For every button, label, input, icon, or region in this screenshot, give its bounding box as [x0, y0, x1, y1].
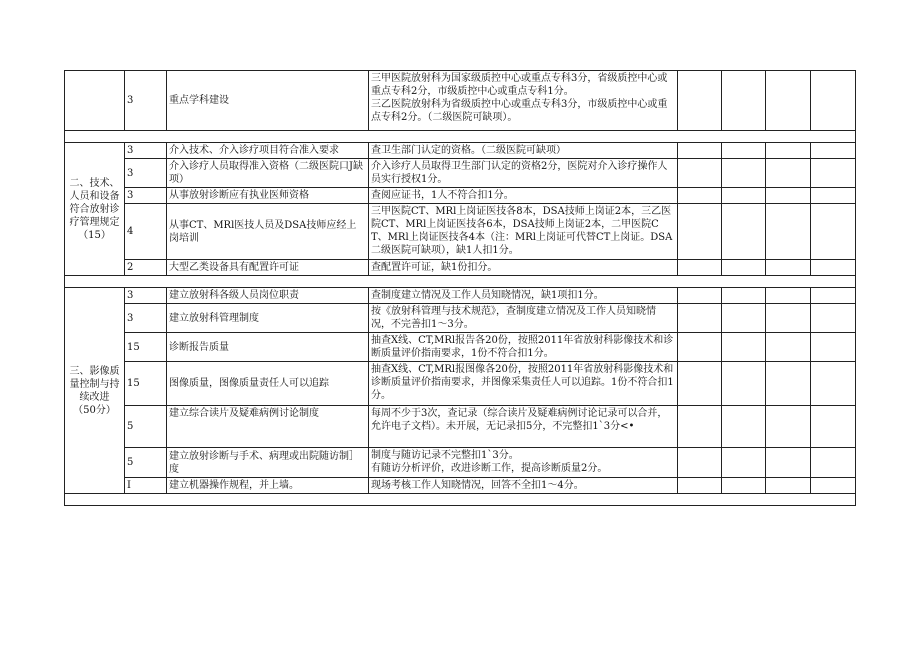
blank-cell	[678, 260, 722, 276]
spacer-row	[65, 131, 856, 143]
section-title-cell	[65, 71, 125, 131]
item-cell: 从事放射诊断应有执业医师资格	[167, 188, 369, 204]
criteria-cell: 制度与随访记录不完整扣1`3分。 有随访分析评价，改进诊断工作，提高诊断质量2分。	[369, 448, 678, 478]
blank-cell	[766, 188, 811, 204]
table-row	[65, 406, 856, 448]
score-cell: 3	[125, 188, 167, 204]
blank-cell	[722, 188, 766, 204]
blank-cell	[811, 260, 856, 276]
table-row	[65, 143, 856, 159]
blank-cell	[811, 304, 856, 333]
blank-cell	[766, 204, 811, 260]
blank-cell	[722, 478, 766, 494]
blank-cell	[722, 333, 766, 362]
table-row	[65, 71, 856, 131]
score-cell: 4	[125, 204, 167, 260]
blank-cell	[811, 448, 856, 478]
blank-cell	[678, 159, 722, 188]
criteria-cell: 介入诊疗人员取得卫生部门认定的资格2分，医院对介入诊疗操作人员实行授权1分。	[369, 159, 678, 188]
table-row	[65, 333, 856, 362]
blank-cell	[678, 188, 722, 204]
blank-cell	[678, 143, 722, 159]
blank-cell	[722, 304, 766, 333]
criteria-cell: 查卫生部门认定的资格。（二级医院可缺项）	[369, 143, 678, 159]
blank-cell	[811, 406, 856, 448]
blank-cell	[766, 362, 811, 406]
item-cell: 介入技术、介入诊疗项目符合准入要求	[167, 143, 369, 159]
score-cell: 3	[125, 71, 167, 131]
blank-cell	[678, 362, 722, 406]
blank-cell	[678, 71, 722, 131]
table-row	[65, 478, 856, 494]
score-cell: I	[125, 478, 167, 494]
blank-cell	[766, 288, 811, 304]
blank-cell	[811, 71, 856, 131]
blank-cell	[722, 362, 766, 406]
score-cell: 3	[125, 159, 167, 188]
criteria-cell: 三甲医院放射科为国家级质控中心或重点专科3分，省级质控中心或重点专科2分，市级质控中心或重点专科1分。 三乙医院放射科为省级质控中心或重点专科3分，市级质控中心或重点专科2分。（二级医院可缺项）。	[369, 71, 678, 131]
assessment-table	[64, 70, 856, 506]
item-cell: 重点学科建设	[167, 71, 369, 131]
table-row	[65, 204, 856, 260]
criteria-cell: 查制度建立情况及工作人员知晓情况，缺1项扣1分。	[369, 288, 678, 304]
table-row	[65, 260, 856, 276]
criteria-cell: 现场考核工作人知晓情况，回答不全扣1～4分。	[369, 478, 678, 494]
score-cell: 5	[125, 448, 167, 478]
item-cell: 诊断报告质量	[167, 333, 369, 362]
table-row	[65, 362, 856, 406]
blank-cell	[678, 204, 722, 260]
criteria-cell: 查配置许可证，缺1份扣分。	[369, 260, 678, 276]
blank-cell	[811, 478, 856, 494]
blank-cell	[766, 406, 811, 448]
blank-cell	[678, 333, 722, 362]
blank-cell	[722, 204, 766, 260]
blank-cell	[766, 478, 811, 494]
blank-cell	[678, 406, 722, 448]
score-cell: 5	[125, 406, 167, 448]
item-cell: 图像质量，图像质量责任人可以追踪	[167, 362, 369, 406]
criteria-cell: 按《放射科管理与技术规范》，查制度建立情况及工作人员知晓情况，不完善扣1～3分。	[369, 304, 678, 333]
blank-cell	[722, 406, 766, 448]
criteria-cell: 三甲医院CT、MRl上岗证医技各8本，DSA技师上岗证2本，三乙医院CT、MRl上岗证医技各6本，DSA技师上岗证2本，二甲医院CT、MRl上岗证医技各4本（注：MRl上岗证可代替CT上岗证。DSA二级医院可缺项），缺1人扣1分。	[369, 204, 678, 260]
blank-cell	[722, 143, 766, 159]
score-cell: 15	[125, 362, 167, 406]
blank-cell	[678, 304, 722, 333]
score-cell: 2	[125, 260, 167, 276]
blank-cell	[766, 71, 811, 131]
score-cell: 3	[125, 288, 167, 304]
blank-cell	[678, 478, 722, 494]
criteria-cell: 抽查X线、CT,MRl报图像各20份，按照2011年省放射科影像技术和诊断质量评价指南要求，并图像采集责任人可以追踪。1份不符合扣1分。	[369, 362, 678, 406]
table-row	[65, 448, 856, 478]
blank-cell	[722, 260, 766, 276]
item-cell: 从事CT、MRl医技人员及DSA技师应经上岗培训	[167, 204, 369, 260]
blank-cell	[766, 333, 811, 362]
criteria-cell: 每周不少于3次，查记录（综合读片及疑难病例讨论记录可以合并，允许电子文档）。未开展，无记录扣5分，不完整扣1`3分<•	[369, 406, 678, 448]
section-title-cell: 二、技术、人员和设备符合放射诊疗管理规定 （15）	[65, 143, 125, 276]
blank-cell	[811, 188, 856, 204]
table-row	[65, 288, 856, 304]
blank-cell	[766, 159, 811, 188]
blank-cell	[811, 362, 856, 406]
blank-cell	[811, 204, 856, 260]
item-cell: 建立放射科各级人员岗位职责	[167, 288, 369, 304]
item-cell: 建立机器操作规程，并上墙。	[167, 478, 369, 494]
blank-cell	[722, 159, 766, 188]
blank-cell	[722, 288, 766, 304]
score-cell: 15	[125, 333, 167, 362]
blank-cell	[766, 143, 811, 159]
section-title-cell: 三、影像质量控制与持续改进 （50分）	[65, 288, 125, 494]
item-cell: 建立放射诊断与手术、病理或出院随访制］度	[167, 448, 369, 478]
blank-cell	[811, 288, 856, 304]
score-cell: 3	[125, 304, 167, 333]
criteria-cell: 抽查X线、CT,MRl报告各20份，按照2011年省放射科影像技术和诊断质量评价指南要求，1份不符合扣1分。	[369, 333, 678, 362]
blank-cell	[811, 159, 856, 188]
blank-cell	[722, 71, 766, 131]
criteria-cell: 查阅应证书，1人不符合扣1分。	[369, 188, 678, 204]
table-row	[65, 188, 856, 204]
blank-cell	[722, 448, 766, 478]
table-row	[65, 304, 856, 333]
blank-cell	[766, 260, 811, 276]
item-cell: 建立综合读片及疑难病例讨论制度	[167, 406, 369, 448]
blank-cell	[766, 304, 811, 333]
spacer-row	[65, 494, 856, 506]
table-row	[65, 159, 856, 188]
score-cell: 3	[125, 143, 167, 159]
blank-cell	[811, 143, 856, 159]
blank-cell	[766, 448, 811, 478]
blank-cell	[678, 448, 722, 478]
blank-cell	[811, 333, 856, 362]
blank-cell	[678, 288, 722, 304]
spacer-row	[65, 276, 856, 288]
item-cell: 大型乙类设备具有配置许可证	[167, 260, 369, 276]
item-cell: 介入诊疗人员取得准入资格（二级医院口J缺项）	[167, 159, 369, 188]
item-cell: 建立放射科管理制度	[167, 304, 369, 333]
